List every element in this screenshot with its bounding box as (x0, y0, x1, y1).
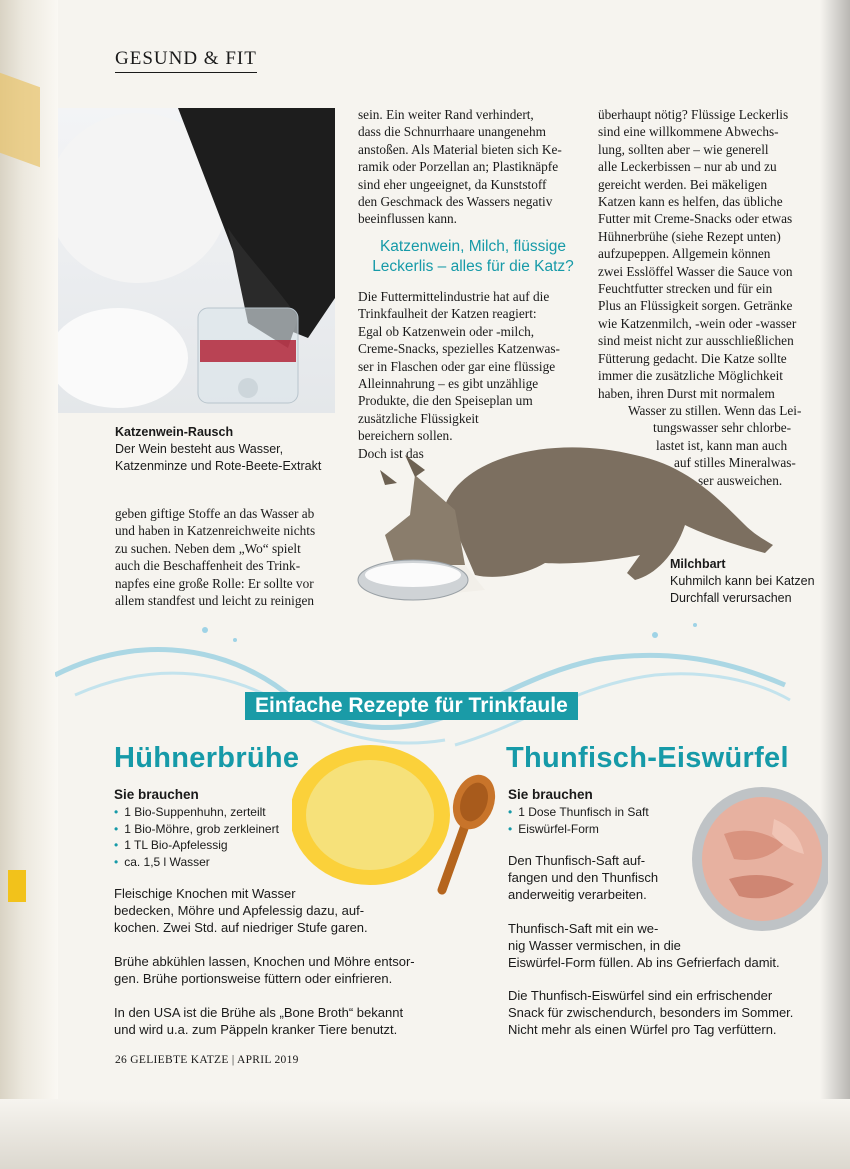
cat-wine-photo (58, 108, 335, 413)
recipe-chicken-broth-step-2 (114, 953, 444, 987)
text-line: und wird u.a. zum Päppeln kranker Tiere benutzt. (114, 1022, 398, 1037)
text-line: dass die Schnurrhaare unangenehm (358, 124, 546, 140)
ingredient-item: • 1 Bio-Suppenhuhn, zerteilt (114, 804, 314, 821)
recipe-tuna-ice-ingredients (508, 786, 688, 837)
cat-wine-caption-title: Katzenwein-Rausch (115, 425, 234, 439)
text-line: auf stilles Mineralwas- (674, 455, 796, 471)
recipe-tuna-ice-step-1 (508, 852, 688, 903)
needs-label: Sie brauchen (114, 787, 199, 802)
text-line: Eiswürfel-Form füllen. Ab ins Gefrierfach damit. (508, 955, 780, 970)
text-line: Creme-Snacks, spezielles Katzenwas- (358, 341, 560, 357)
text-line: Feuchtfutter strecken und für ein (598, 281, 773, 297)
text-line: allem standfest und leicht zu reinigen (115, 593, 315, 609)
text-line: Brühe abkühlen lassen, Knochen und Möhre entsor- (114, 954, 415, 969)
text-line: Produkte, die den Speiseplan um (358, 393, 533, 409)
text-line: zusätzliche Flüssigkeit (358, 410, 479, 426)
text-line: Plus an Flüssigkeit sorgen. Getränke (598, 298, 793, 314)
text-line: geben giftige Stoffe an das Wasser ab (115, 506, 315, 521)
text-line: anderweitig verarbeiten. (508, 887, 647, 902)
text-line: anstoßen. Als Material bieten sich Ke- (358, 141, 562, 157)
ingredient-item: • 1 Dose Thunfisch in Saft (508, 804, 688, 821)
text-line: Trinkfaulheit der Katzen reagiert: (358, 306, 537, 322)
recipe-tuna-ice-note (508, 987, 823, 1038)
text-line: fangen und den Thunfisch (508, 870, 659, 885)
text-line: Fleischige Knochen mit Wasser (114, 886, 296, 901)
bottom-edge-shadow (0, 1099, 850, 1169)
subheading-line: Katzenwein, Milch, flüssige (379, 238, 567, 255)
recipe-tuna-ice-step-2 (508, 920, 818, 971)
text-line: Hühnerbrühe (siehe Rezept unten) (598, 228, 781, 244)
text-line: ser in Flaschen oder gar eine flüssige (358, 358, 556, 374)
middle-column-top-text (358, 106, 598, 228)
text-line: zwei Esslöffel Wasser die Sauce von (598, 263, 793, 279)
text-line: zu suchen. Neben dem „Wo“ spielt (115, 540, 301, 556)
milk-caption (670, 556, 830, 607)
text-line: beeinflussen kann. (358, 211, 457, 227)
text-line: lastet ist, kann man auch (656, 437, 788, 453)
text-line: ramik oder Porzellan an; Plastiknäpfe (358, 159, 559, 175)
text-line: Katzen kann es helfen, das übliche (598, 194, 783, 210)
cat-drinking-illustration (58, 108, 335, 413)
text-line: überhaupt nötig? Flüssige Leckerlis (598, 107, 789, 122)
text-line: haben, ihren Durst mit normalem (598, 385, 775, 401)
ingredient-item: • 1 Bio-Möhre, grob zerkleinert (114, 821, 314, 838)
text-line: Wasser zu stillen. Wenn das Lei- (628, 402, 802, 418)
subheading-line: Leckerlis – alles für die Katz? (372, 258, 574, 275)
text-line: sein. Ein weiter Rand verhindert, (358, 107, 534, 122)
ingredient-list (114, 804, 314, 870)
recipe-chicken-broth-step-1 (114, 885, 434, 936)
text-line: In den USA ist die Brühe als „Bone Broth“ bekannt (114, 1005, 404, 1020)
text-line: Nicht mehr als einen Würfel pro Tag verfüttern. (508, 1022, 777, 1037)
page-spine (0, 0, 58, 1100)
text-line: Den Thunfisch-Saft auf- (508, 853, 646, 868)
recipe-chicken-broth-ingredients (114, 786, 314, 870)
recipe-tuna-ice-title: Thunfisch-Eiswürfel (506, 742, 789, 774)
text-line: napfes eine große Rolle: Er sollte vor (115, 575, 314, 591)
text-line: gen. Brühe portionsweise füttern oder einfrieren. (114, 971, 393, 986)
text-line: immer die zusätzliche Möglichkeit (598, 368, 783, 384)
ingredient-item: • Eiswürfel-Form (508, 821, 688, 838)
text-line: nig Wasser vermischen, in die (508, 938, 681, 953)
previous-page-marker (8, 870, 26, 902)
caption-line: Kuhmilch kann bei Katzen (670, 574, 815, 588)
text-line: Doch ist das (358, 445, 424, 461)
text-line: Alleinnahrung – es gibt unzählige (358, 376, 539, 392)
section-title: GESUND & FIT (115, 48, 257, 73)
recipe-chicken-broth-title: Hühnerbrühe (114, 742, 300, 774)
text-line: den Geschmack des Wassers negativ (358, 194, 553, 210)
caption-line: Der Wein besteht aus Wasser, (115, 442, 284, 456)
right-edge-shadow (820, 0, 850, 1100)
left-column-text (115, 505, 360, 609)
text-line: bereichern sollen. (358, 428, 453, 444)
text-line: Fütterung gedacht. Die Katze sollte (598, 350, 787, 366)
ingredient-item: • 1 TL Bio-Apfelessig (114, 837, 314, 854)
text-line: auch die Beschaffenheit des Trink- (115, 558, 301, 574)
text-line: alle Leckerbissen – nur ab und zu (598, 159, 777, 175)
recipe-chicken-broth-note (114, 1004, 444, 1038)
text-line: sind eine willkommene Abwechs- (598, 124, 779, 140)
text-line: kochen. Zwei Std. auf niedriger Stufe garen. (114, 920, 368, 935)
milk-caption-title: Milchbart (670, 557, 726, 571)
recipes-banner: Einfache Rezepte für Trinkfaule (245, 692, 578, 720)
broth-bowl-photo (292, 740, 502, 900)
text-line: sind eher ungeeignet, da Kunststoff (358, 176, 547, 192)
text-line: gereicht werden. Bei mäkeligen (598, 176, 768, 192)
article-subheading (358, 237, 588, 277)
caption-line: Durchfall verursachen (670, 591, 792, 605)
text-line: ser ausweichen. (698, 472, 783, 488)
caption-line: Katzenminze und Rote-Beete-Extrakt (115, 459, 322, 473)
ingredient-item: • ca. 1,5 l Wasser (114, 854, 314, 871)
text-line: Snack für zwischendurch, besonders im Sommer. (508, 1005, 794, 1020)
cat-wine-caption (115, 424, 355, 475)
text-line: Die Thunfisch-Eiswürfel sind ein erfrischender (508, 988, 773, 1003)
text-line: tungswasser sehr chlorbe- (653, 420, 792, 436)
needs-label: Sie brauchen (508, 787, 593, 802)
text-line: wie Katzenmilch, -wein oder -wasser (598, 315, 797, 331)
text-line: Egal ob Katzenwein oder -milch, (358, 323, 535, 339)
text-line: Futter mit Creme-Snacks oder etwas (598, 211, 793, 227)
text-line: sind meist nicht zur ausschließlichen (598, 333, 794, 349)
text-line: aufzupeppen. Allgemein können (598, 246, 771, 262)
page-footer: 26 GELIEBTE KATZE | APRIL 2019 (115, 1054, 299, 1066)
text-line: und haben in Katzenreichweite nichts (115, 523, 316, 539)
text-line: Thunfisch-Saft mit ein we- (508, 921, 659, 936)
text-line: bedecken, Möhre und Apfelessig dazu, auf- (114, 903, 365, 918)
previous-page-edge (0, 73, 40, 168)
ingredient-list (508, 804, 688, 837)
text-line: lung, sollten aber – wie generell (598, 141, 769, 157)
text-line: Die Futtermittelindustrie hat auf die (358, 289, 550, 304)
tuna-can-photo (684, 784, 828, 934)
